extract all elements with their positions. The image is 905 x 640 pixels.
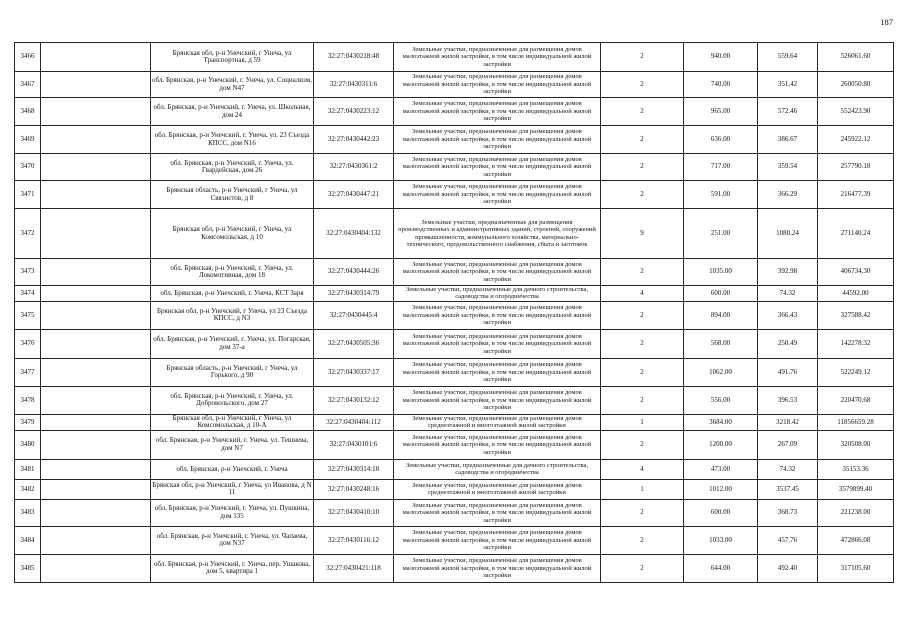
land-use-cell: Земельные участки, предназначенные для размещения домов малоэтажной жилой застройки, в том числе индивидуальной жилой застройки xyxy=(394,301,601,329)
table-row xyxy=(15,301,894,329)
empty-cell xyxy=(41,126,151,154)
land-use-cell: Земельные участки, предназначенные для размещения домов малоэтажной жилой застройки, в том числе индивидуальной жилой застройки xyxy=(394,181,601,209)
cadastral-value-cell: 220470.68 xyxy=(818,386,894,414)
table-row xyxy=(15,430,894,459)
area-cell: 965.00 xyxy=(684,98,758,126)
empty-cell xyxy=(41,329,151,358)
group-number-cell: 2 xyxy=(601,43,684,72)
area-cell: 717.00 xyxy=(684,154,758,181)
group-number-cell: 2 xyxy=(601,386,684,414)
group-number-cell: 1 xyxy=(601,414,684,430)
cadastral-value-cell: 245922.12 xyxy=(818,126,894,154)
specific-value-cell: 74.32 xyxy=(758,459,818,479)
group-number-cell: 2 xyxy=(601,329,684,358)
cadastral-value-cell: 3579899.40 xyxy=(818,479,894,499)
land-use-cell: Земельные участки, предназначенные для размещения домов среднеэтажной и многоэтажной жилой застройки xyxy=(394,414,601,430)
empty-cell xyxy=(41,554,151,582)
address-cell: Брянская обл, р-н Унечский, г Унеча, ул Комсомольская, д 10-А xyxy=(151,414,314,430)
cadastral-value-cell: 260050.80 xyxy=(818,72,894,98)
group-number-cell: 4 xyxy=(601,286,684,302)
area-cell: 591.00 xyxy=(684,181,758,209)
empty-cell xyxy=(41,414,151,430)
row-number-cell: 3479 xyxy=(15,414,41,430)
table-row xyxy=(15,209,894,259)
specific-value-cell: 3537.45 xyxy=(758,479,818,499)
specific-value-cell: 366.29 xyxy=(758,181,818,209)
address-cell: обл. Брянская, р-н Унечский, г. Унеча, ул. 23 Съезда КПСС, дом N16 xyxy=(151,126,314,154)
specific-value-cell: 267.09 xyxy=(758,430,818,459)
table-row xyxy=(15,554,894,582)
table-row xyxy=(15,154,894,181)
row-number-cell: 3468 xyxy=(15,98,41,126)
land-use-cell: Земельные участки, предназначенные для размещения домов малоэтажной жилой застройки, в том числе индивидуальной жилой застройки xyxy=(394,154,601,181)
specific-value-cell: 559.64 xyxy=(758,43,818,72)
address-cell: обл. Брянская, р-н Унечский, г. Унеча, ул. Школьная, дом 24 xyxy=(151,98,314,126)
area-cell: 556.00 xyxy=(684,386,758,414)
empty-cell xyxy=(41,43,151,72)
area-cell: 940.00 xyxy=(684,43,758,72)
table-row xyxy=(15,329,894,358)
specific-value-cell: 74.32 xyxy=(758,286,818,302)
cadastral-value-cell: 472866.08 xyxy=(818,526,894,554)
cadastral-value-cell: 327588.42 xyxy=(818,301,894,329)
address-cell: Брянская область, р-н Унечский, г Унеча, ул Горького, д 90 xyxy=(151,358,314,386)
table-row xyxy=(15,98,894,126)
area-cell: 1035.00 xyxy=(684,259,758,286)
cadastral-number-cell: 32:27:0430404:112 xyxy=(314,414,394,430)
area-cell: 894.00 xyxy=(684,301,758,329)
row-number-cell: 3485 xyxy=(15,554,41,582)
cadastral-number-cell: 32:27:0430218:48 xyxy=(314,43,394,72)
group-number-cell: 9 xyxy=(601,209,684,259)
cadastral-number-cell: 32:27:0430444:26 xyxy=(314,259,394,286)
cadastral-value-cell: 35153.36 xyxy=(818,459,894,479)
cadastral-value-cell: 257790.18 xyxy=(818,154,894,181)
cadastral-number-cell: 32:27:0430505:36 xyxy=(314,329,394,358)
land-use-cell: Земельные участки, предназначенные для размещения домов малоэтажной жилой застройки, в том числе индивидуальной жилой застройки xyxy=(394,386,601,414)
specific-value-cell: 1080.24 xyxy=(758,209,818,259)
address-cell: обл. Брянская, р-н Унечский, г. Унеча, ул. Добровольского, дом 27 xyxy=(151,386,314,414)
area-cell: 1012.00 xyxy=(684,479,758,499)
land-use-cell: Земельные участки, предназначенные для размещения домов малоэтажной жилой застройки, в том числе индивидуальной жилой застройки xyxy=(394,98,601,126)
empty-cell xyxy=(41,154,151,181)
table-row xyxy=(15,259,894,286)
cadastral-value-cell: 216477.39 xyxy=(818,181,894,209)
group-number-cell: 2 xyxy=(601,430,684,459)
area-cell: 568.00 xyxy=(684,329,758,358)
specific-value-cell: 366.43 xyxy=(758,301,818,329)
area-cell: 600.00 xyxy=(684,286,758,302)
land-use-cell: Земельные участки, предназначенные для размещения домов малоэтажной жилой застройки, в том числе индивидуальной жилой застройки xyxy=(394,499,601,526)
row-number-cell: 3475 xyxy=(15,301,41,329)
address-cell: обл. Брянская, р-н Унечский, г. Унеча, пер. Ушакова, дом 5, квартира 1 xyxy=(151,554,314,582)
land-use-cell: Земельные участки, предназначенные для размещения домов среднеэтажной и многоэтажной жилой застройки xyxy=(394,479,601,499)
empty-cell xyxy=(41,386,151,414)
cadastral-number-cell: 32:27:0430132:12 xyxy=(314,386,394,414)
cadastral-number-cell: 32:27:0430442:23 xyxy=(314,126,394,154)
table-row xyxy=(15,414,894,430)
cadastral-value-cell: 317105.60 xyxy=(818,554,894,582)
address-cell: Брянская область, р-н Унечский, г Унеча, ул Связистов, д 8 xyxy=(151,181,314,209)
empty-cell xyxy=(41,430,151,459)
row-number-cell: 3484 xyxy=(15,526,41,554)
row-number-cell: 3471 xyxy=(15,181,41,209)
empty-cell xyxy=(41,479,151,499)
area-cell: 644.00 xyxy=(684,554,758,582)
cadastral-value-cell: 552423.90 xyxy=(818,98,894,126)
row-number-cell: 3480 xyxy=(15,430,41,459)
row-number-cell: 3476 xyxy=(15,329,41,358)
specific-value-cell: 3218.42 xyxy=(758,414,818,430)
specific-value-cell: 572.46 xyxy=(758,98,818,126)
cadastral-value-cell: 221238.00 xyxy=(818,499,894,526)
empty-cell xyxy=(41,526,151,554)
group-number-cell: 2 xyxy=(601,554,684,582)
cadastral-number-cell: 32:27:0430421:118 xyxy=(314,554,394,582)
area-cell: 251.00 xyxy=(684,209,758,259)
land-use-cell: Земельные участки, предназначенные для размещения домов малоэтажной жилой застройки, в том числе индивидуальной жилой застройки xyxy=(394,259,601,286)
address-cell: обл. Брянская, р-н Унечский, г. Унеча, ул. Чапаева, дом N37 xyxy=(151,526,314,554)
cadastral-number-cell: 32:27:0430314:79 xyxy=(314,286,394,302)
address-cell: обл. Брянская, р-н Унечский, г. Унеча, ул. Тешнева, дом N7 xyxy=(151,430,314,459)
cadastral-number-cell: 32:27:0430223:12 xyxy=(314,98,394,126)
cadastral-value-cell: 142278.32 xyxy=(818,329,894,358)
row-number-cell: 3466 xyxy=(15,43,41,72)
address-cell: обл. Брянская, р-н Унечский, г. Унеча, ул. Пушкина, дом 135 xyxy=(151,499,314,526)
land-use-cell: Земельные участки, предназначенные для размещения домов малоэтажной жилой застройки, в том числе индивидуальной жилой застройки xyxy=(394,430,601,459)
cadastral-value-cell: 11856659.28 xyxy=(818,414,894,430)
table-row xyxy=(15,43,894,72)
empty-cell xyxy=(41,72,151,98)
empty-cell xyxy=(41,286,151,302)
specific-value-cell: 396.53 xyxy=(758,386,818,414)
row-number-cell: 3470 xyxy=(15,154,41,181)
cadastral-number-cell: 32:27:0430116:12 xyxy=(314,526,394,554)
row-number-cell: 3482 xyxy=(15,479,41,499)
row-number-cell: 3481 xyxy=(15,459,41,479)
area-cell: 473.00 xyxy=(684,459,758,479)
group-number-cell: 4 xyxy=(601,459,684,479)
group-number-cell: 2 xyxy=(601,98,684,126)
group-number-cell: 1 xyxy=(601,479,684,499)
table-row xyxy=(15,499,894,526)
empty-cell xyxy=(41,98,151,126)
row-number-cell: 3467 xyxy=(15,72,41,98)
specific-value-cell: 386.67 xyxy=(758,126,818,154)
row-number-cell: 3478 xyxy=(15,386,41,414)
row-number-cell: 3473 xyxy=(15,259,41,286)
cadastral-number-cell: 32:27:0430361:2 xyxy=(314,154,394,181)
group-number-cell: 2 xyxy=(601,499,684,526)
specific-value-cell: 492.40 xyxy=(758,554,818,582)
empty-cell xyxy=(41,499,151,526)
cadastral-number-cell: 32:27:0430314:18 xyxy=(314,459,394,479)
row-number-cell: 3472 xyxy=(15,209,41,259)
land-use-cell: Земельные участки, предназначенные для размещения домов малоэтажной жилой застройки, в том числе индивидуальной жилой застройки xyxy=(394,72,601,98)
group-number-cell: 2 xyxy=(601,154,684,181)
table-row xyxy=(15,526,894,554)
cadastral-value-table xyxy=(14,42,894,583)
cadastral-value-cell: 406734.30 xyxy=(818,259,894,286)
area-cell: 3684.00 xyxy=(684,414,758,430)
group-number-cell: 2 xyxy=(601,301,684,329)
address-cell: Брянская обл, р-н Унечский, г Унеча, ул Комсомольская, д 10 xyxy=(151,209,314,259)
row-number-cell: 3469 xyxy=(15,126,41,154)
table-body xyxy=(15,43,894,583)
address-cell: Брянская обл, р-н Унечский, г Унеча, ул Транспортная, д 59 xyxy=(151,43,314,72)
empty-cell xyxy=(41,459,151,479)
cadastral-value-cell: 44592.00 xyxy=(818,286,894,302)
specific-value-cell: 250.49 xyxy=(758,329,818,358)
specific-value-cell: 457.76 xyxy=(758,526,818,554)
land-use-cell: Земельные участки, предназначенные для размещения домов малоэтажной жилой застройки, в том числе индивидуальной жилой застройки xyxy=(394,43,601,72)
table-row xyxy=(15,459,894,479)
specific-value-cell: 491.76 xyxy=(758,358,818,386)
table-row xyxy=(15,181,894,209)
area-cell: 740.00 xyxy=(684,72,758,98)
area-cell: 1200.00 xyxy=(684,430,758,459)
group-number-cell: 2 xyxy=(601,126,684,154)
address-cell: Брянская обл, р-н Унечский, г Унеча, ул Иванова, д N 11 xyxy=(151,479,314,499)
land-use-cell: Земельные участки, предназначенные для дачного строительства, садоводства и огородничества xyxy=(394,286,601,302)
area-cell: 1033.00 xyxy=(684,526,758,554)
address-cell: обл. Брянская, р-н Унечский, г. Унеча, ул. Локомотивная, дом 18 xyxy=(151,259,314,286)
table-row xyxy=(15,479,894,499)
empty-cell xyxy=(41,259,151,286)
cadastral-number-cell: 32:27:0430404:132 xyxy=(314,209,394,259)
table-row xyxy=(15,386,894,414)
row-number-cell: 3483 xyxy=(15,499,41,526)
cadastral-value-cell: 320508.00 xyxy=(818,430,894,459)
address-cell: обл. Брянская, р-н Унечский, г. Унеча, КСТ Заря xyxy=(151,286,314,302)
group-number-cell: 2 xyxy=(601,181,684,209)
empty-cell xyxy=(41,209,151,259)
table-row xyxy=(15,286,894,302)
cadastral-number-cell: 32:27:0430447:21 xyxy=(314,181,394,209)
cadastral-value-cell: 526061.60 xyxy=(818,43,894,72)
specific-value-cell: 359.54 xyxy=(758,154,818,181)
row-number-cell: 3477 xyxy=(15,358,41,386)
specific-value-cell: 351.42 xyxy=(758,72,818,98)
table-row xyxy=(15,72,894,98)
area-cell: 636.00 xyxy=(684,126,758,154)
land-use-cell: Земельные участки, предназначенные для размещения домов малоэтажной жилой застройки, в том числе индивидуальной жилой застройки xyxy=(394,126,601,154)
table-row xyxy=(15,358,894,386)
address-cell: Брянская обл, р-н Унечский, г Унеча, ул 23 Съезда КПСС, д N3 xyxy=(151,301,314,329)
empty-cell xyxy=(41,181,151,209)
cadastral-number-cell: 32:27:0430101:6 xyxy=(314,430,394,459)
specific-value-cell: 392.98 xyxy=(758,259,818,286)
land-use-cell: Земельные участки, предназначенные для размещения производственных и административных зданий, строений, сооружений промышленности, коммунального хозяйства, материально-технического, продовольственного снабжения, сбыта и заготовок xyxy=(394,209,601,259)
land-use-cell: Земельные участки, предназначенные для размещения домов малоэтажной жилой застройки, в том числе индивидуальной жилой застройки xyxy=(394,358,601,386)
row-number-cell: 3474 xyxy=(15,286,41,302)
land-use-cell: Земельные участки, предназначенные для размещения домов малоэтажной жилой застройки, в том числе индивидуальной жилой застройки xyxy=(394,329,601,358)
cadastral-number-cell: 32:27:0430410:10 xyxy=(314,499,394,526)
cadastral-number-cell: 32:27:0430445:4 xyxy=(314,301,394,329)
group-number-cell: 2 xyxy=(601,358,684,386)
table-row xyxy=(15,126,894,154)
cadastral-number-cell: 32:27:0430248:16 xyxy=(314,479,394,499)
empty-cell xyxy=(41,301,151,329)
group-number-cell: 2 xyxy=(601,526,684,554)
specific-value-cell: 368.73 xyxy=(758,499,818,526)
address-cell: обл. Брянская, р-н Унечский, г. Унеча, ул. Погарская, дом 37-а xyxy=(151,329,314,358)
land-use-cell: Земельные участки, предназначенные для дачного строительства, садоводства и огородничества xyxy=(394,459,601,479)
area-cell: 1062.00 xyxy=(684,358,758,386)
cadastral-number-cell: 32:27:0430311:6 xyxy=(314,72,394,98)
address-cell: обл. Брянская, р-н Унечский, г. Унеча, ул. Социализм, дом N47 xyxy=(151,72,314,98)
land-use-cell: Земельные участки, предназначенные для размещения домов малоэтажной жилой застройки, в том числе индивидуальной жилой застройки xyxy=(394,526,601,554)
group-number-cell: 2 xyxy=(601,72,684,98)
land-use-cell: Земельные участки, предназначенные для размещения домов малоэтажной жилой застройки, в том числе индивидуальной жилой застройки xyxy=(394,554,601,582)
page-number: 187 xyxy=(880,17,893,27)
address-cell: обл. Брянская, р-н Унечский, г. Унеча, ул. Гвардейская, дом 26 xyxy=(151,154,314,181)
area-cell: 600.00 xyxy=(684,499,758,526)
address-cell: обл. Брянская, р-н Унечский, г. Унеча xyxy=(151,459,314,479)
cadastral-value-cell: 522249.12 xyxy=(818,358,894,386)
cadastral-value-cell: 271140.24 xyxy=(818,209,894,259)
group-number-cell: 2 xyxy=(601,259,684,286)
empty-cell xyxy=(41,358,151,386)
cadastral-number-cell: 32:27:0430337:17 xyxy=(314,358,394,386)
